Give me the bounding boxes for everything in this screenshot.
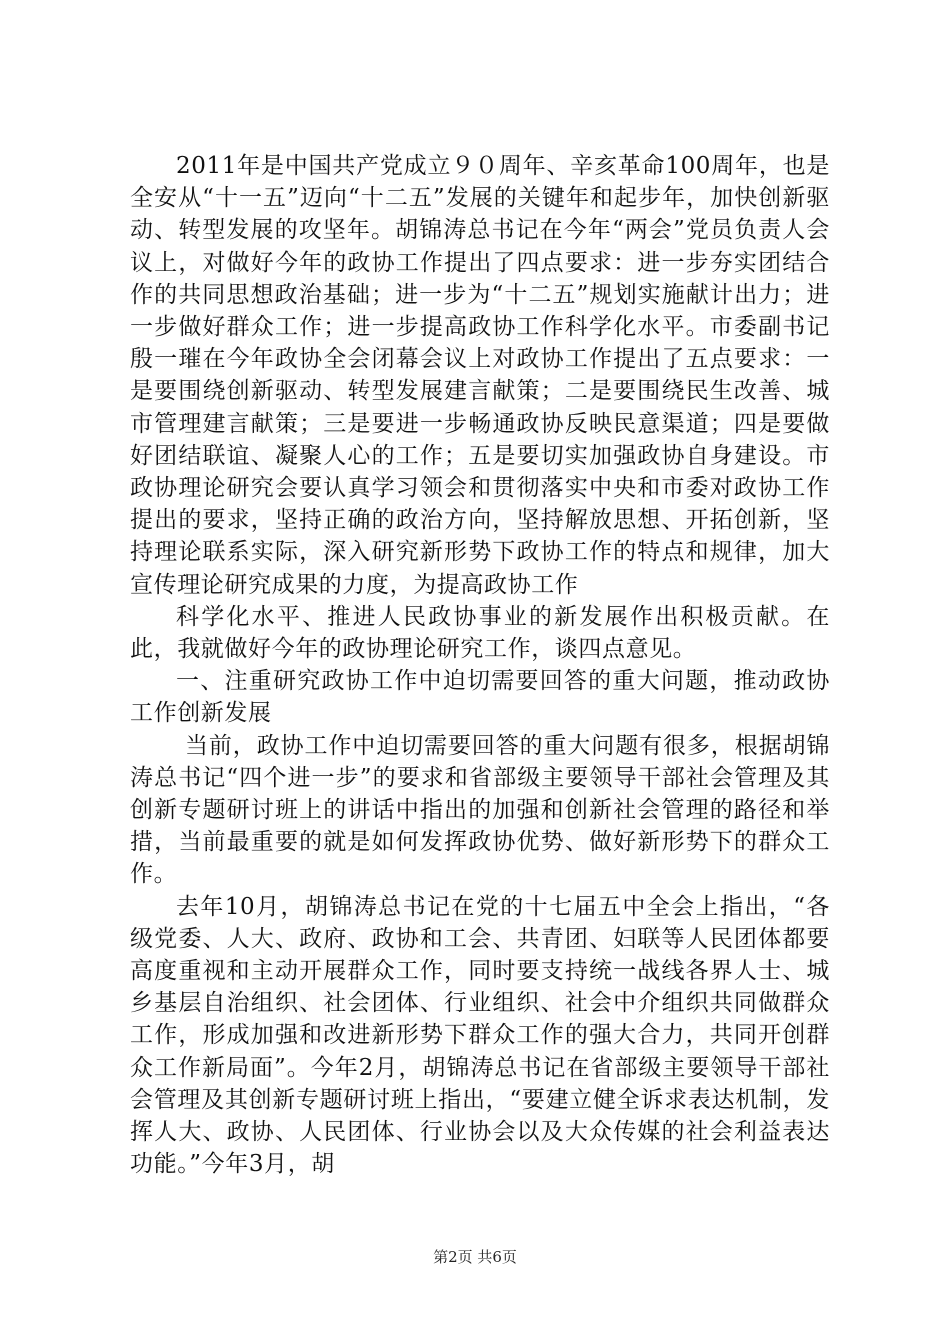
document-body (130, 150, 830, 1181)
paragraph-current-issues: 当前，政协工作中迫切需要回答的重大问题有很多，根据胡锦涛总书记“四个进一步”的要求和省部级主要领导干部社会管理及其创新专题研讨班上的讲话中指出的加强和创新社会管理的路径和举措，当前最重要的就是如何发挥政协优势、做好新形势下的群众工作。 (130, 732, 830, 888)
page-footer: 第2页 共6页 (433, 1248, 517, 1266)
paragraph-continuation: 科学化水平、推进人民政协事业的新发展作出积极贡献。在此，我就做好今年的政协理论研究工作，谈四点意见。 (130, 603, 830, 663)
paragraph-intro: 2011年是中国共产党成立９０周年、辛亥革命100周年，也是全安从“十一五”迈向“十二五”发展的关键年和起步年，加快创新驱动、转型发展的攻坚年。胡锦涛总书记在今年“两会”党员负责人会议上，对做好今年的政协工作提出了四点要求：进一步夯实团结合作的共同思想政治基础；进一步为“十二五”规划实施献计出力；进一步做好群众工作；进一步提高政协工作科学化水平。市委副书记殷一璀在今年政协全会闭幕会议上对政协工作提出了五点要求：一是要围绕创新驱动、转型发展建言献策；二是要围绕民生改善、城市管理建言献策；三是要进一步畅通政协反映民意渠道；四是要做好团结联谊、凝聚人心的工作；五是要切实加强政协自身建设。市政协理论研究会要认真学习领会和贯彻落实中央和市委对政协工作提出的要求，坚持正确的政治方向，坚持解放思想、开拓创新，坚持理论联系实际，深入研究新形势下政协工作的特点和规律，加大宣传理论研究成果的力度，为提高政协工作 (130, 153, 830, 598)
paragraph-last-october: 去年10月，胡锦涛总书记在党的十七届五中全会上指出，“各级党委、人大、政府、政协和工会、共青团、妇联等人民团体都要高度重视和主动开展群众工作，同时要支持统一战线各界人士、城乡基层自治组织、社会团体、行业组织、社会中介组织共同做群众工作，形成加强和改进新形势下群众工作的强大合力，共同开创群众工作新局面”。今年2月，胡锦涛总书记在省部级主要领导干部社会管理及其创新专题研讨班上指出，“要建立健全诉求表达机制，发挥人大、政协、人民团体、行业协会以及大众传媒的社会利益表达功能。”今年3月，胡 (130, 893, 830, 1178)
section-heading-one: 一、注重研究政协工作中迫切需要回答的重大问题，推动政协工作创新发展 (130, 668, 830, 727)
